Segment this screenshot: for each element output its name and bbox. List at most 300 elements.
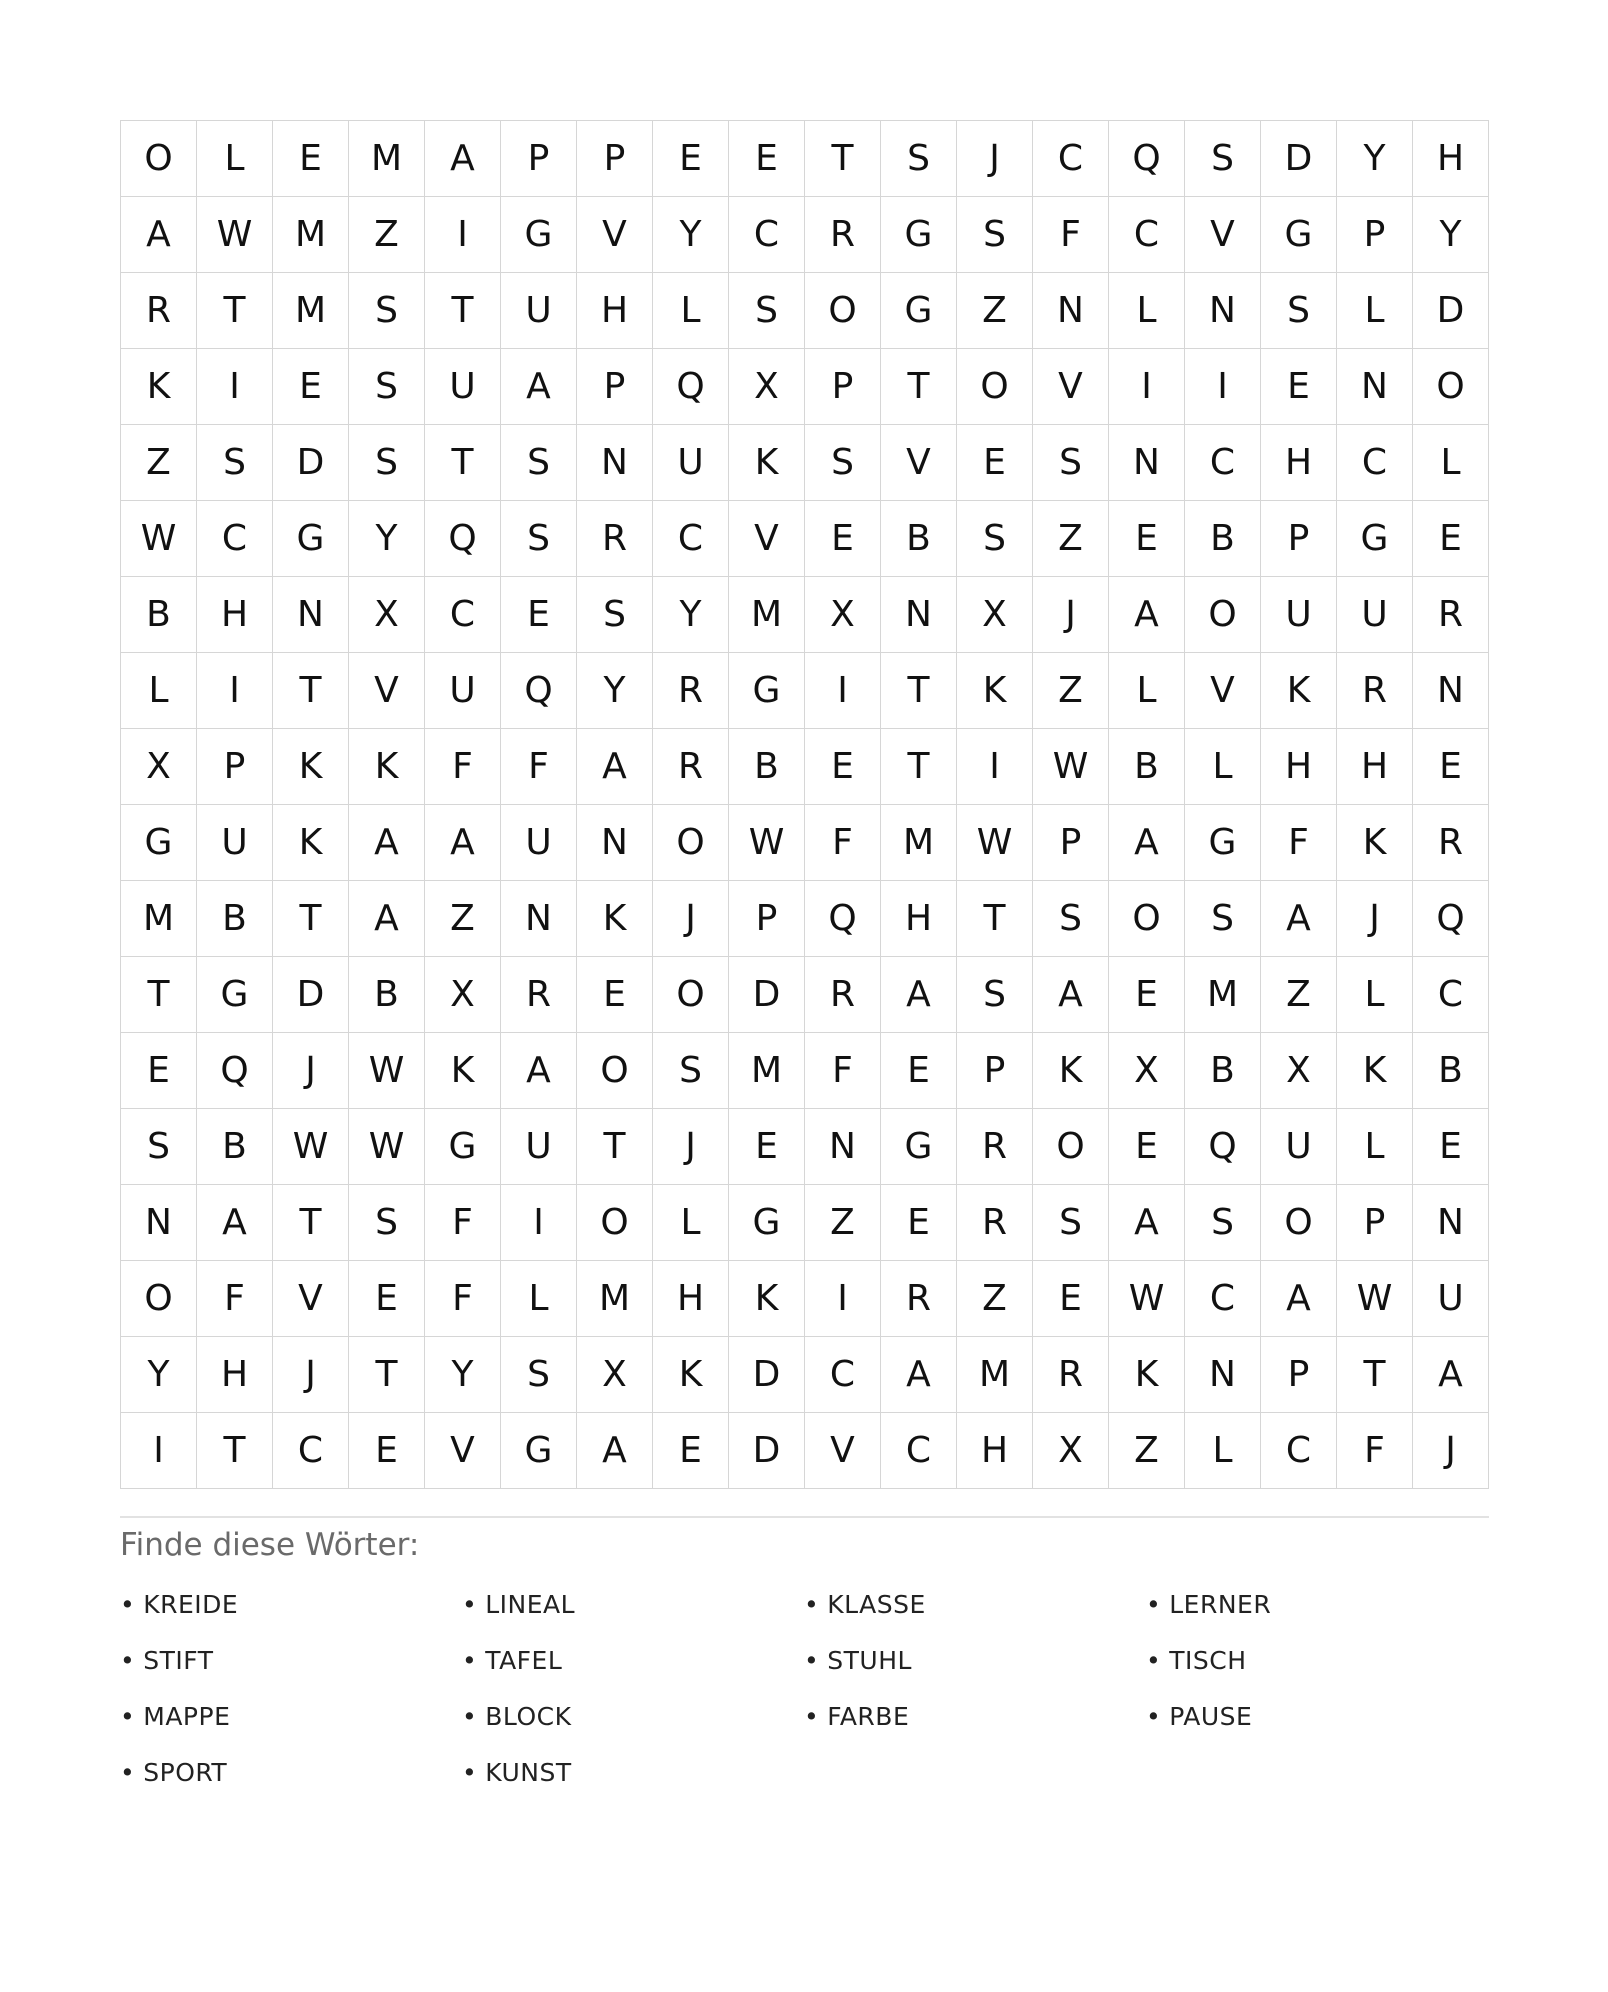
grid-cell[interactable]: D xyxy=(1413,273,1489,349)
grid-cell[interactable]: E xyxy=(805,501,881,577)
grid-cell[interactable]: R xyxy=(653,729,729,805)
grid-cell[interactable]: J xyxy=(653,1109,729,1185)
grid-cell[interactable]: R xyxy=(1033,1337,1109,1413)
grid-cell[interactable]: E xyxy=(729,1109,805,1185)
grid-cell[interactable]: X xyxy=(957,577,1033,653)
grid-cell[interactable]: Q xyxy=(197,1033,273,1109)
grid-cell[interactable]: P xyxy=(1337,197,1413,273)
grid-cell[interactable]: G xyxy=(501,1413,577,1489)
grid-cell[interactable]: K xyxy=(1033,1033,1109,1109)
grid-cell[interactable]: C xyxy=(273,1413,349,1489)
grid-cell[interactable]: P xyxy=(1033,805,1109,881)
grid-cell[interactable]: T xyxy=(349,1337,425,1413)
grid-cell[interactable]: R xyxy=(653,653,729,729)
grid-cell[interactable]: C xyxy=(1337,425,1413,501)
grid-cell[interactable]: U xyxy=(1337,577,1413,653)
grid-cell[interactable]: Y xyxy=(577,653,653,729)
grid-cell[interactable]: Y xyxy=(425,1337,501,1413)
grid-cell[interactable]: I xyxy=(425,197,501,273)
grid-cell[interactable]: E xyxy=(1109,957,1185,1033)
grid-cell[interactable]: N xyxy=(501,881,577,957)
grid-cell[interactable]: N xyxy=(805,1109,881,1185)
grid-cell[interactable]: E xyxy=(577,957,653,1033)
grid-cell[interactable]: Q xyxy=(1185,1109,1261,1185)
grid-cell[interactable]: T xyxy=(425,425,501,501)
grid-cell[interactable]: S xyxy=(881,121,957,197)
grid-cell[interactable]: Z xyxy=(349,197,425,273)
grid-cell[interactable]: G xyxy=(121,805,197,881)
grid-cell[interactable]: X xyxy=(577,1337,653,1413)
grid-cell[interactable]: M xyxy=(121,881,197,957)
grid-cell[interactable]: O xyxy=(121,1261,197,1337)
grid-cell[interactable]: J xyxy=(1033,577,1109,653)
grid-cell[interactable]: V xyxy=(729,501,805,577)
grid-cell[interactable]: Z xyxy=(1033,653,1109,729)
grid-cell[interactable]: U xyxy=(1261,577,1337,653)
grid-cell[interactable]: W xyxy=(349,1033,425,1109)
grid-cell[interactable]: U xyxy=(501,1109,577,1185)
grid-cell[interactable]: H xyxy=(653,1261,729,1337)
grid-cell[interactable]: Y xyxy=(349,501,425,577)
grid-cell[interactable]: Q xyxy=(425,501,501,577)
grid-cell[interactable]: I xyxy=(197,653,273,729)
grid-cell[interactable]: C xyxy=(1185,1261,1261,1337)
grid-cell[interactable]: K xyxy=(1261,653,1337,729)
grid-cell[interactable]: E xyxy=(729,121,805,197)
grid-cell[interactable]: H xyxy=(197,577,273,653)
grid-cell[interactable]: E xyxy=(653,1413,729,1489)
grid-cell[interactable]: S xyxy=(501,1337,577,1413)
grid-cell[interactable]: N xyxy=(1033,273,1109,349)
grid-cell[interactable]: X xyxy=(349,577,425,653)
grid-cell[interactable]: T xyxy=(197,273,273,349)
grid-cell[interactable]: K xyxy=(653,1337,729,1413)
grid-cell[interactable]: L xyxy=(1185,1413,1261,1489)
grid-cell[interactable]: C xyxy=(1261,1413,1337,1489)
grid-cell[interactable]: W xyxy=(1337,1261,1413,1337)
grid-cell[interactable]: O xyxy=(653,805,729,881)
grid-cell[interactable]: D xyxy=(273,425,349,501)
grid-cell[interactable]: S xyxy=(577,577,653,653)
grid-cell[interactable]: P xyxy=(197,729,273,805)
grid-cell[interactable]: R xyxy=(1337,653,1413,729)
grid-cell[interactable]: F xyxy=(1261,805,1337,881)
grid-cell[interactable]: G xyxy=(881,273,957,349)
grid-cell[interactable]: N xyxy=(1185,1337,1261,1413)
grid-cell[interactable]: N xyxy=(273,577,349,653)
grid-cell[interactable]: Z xyxy=(1261,957,1337,1033)
grid-cell[interactable]: F xyxy=(1033,197,1109,273)
grid-cell[interactable]: S xyxy=(653,1033,729,1109)
grid-cell[interactable]: S xyxy=(349,273,425,349)
grid-cell[interactable]: O xyxy=(1185,577,1261,653)
grid-cell[interactable]: T xyxy=(273,881,349,957)
grid-cell[interactable]: P xyxy=(729,881,805,957)
grid-cell[interactable]: O xyxy=(1413,349,1489,425)
grid-cell[interactable]: P xyxy=(501,121,577,197)
grid-cell[interactable]: M xyxy=(957,1337,1033,1413)
grid-cell[interactable]: Y xyxy=(653,577,729,653)
grid-cell[interactable]: S xyxy=(1261,273,1337,349)
grid-cell[interactable]: P xyxy=(957,1033,1033,1109)
grid-cell[interactable]: R xyxy=(805,957,881,1033)
grid-cell[interactable]: B xyxy=(1413,1033,1489,1109)
grid-cell[interactable]: Y xyxy=(1413,197,1489,273)
grid-cell[interactable]: C xyxy=(425,577,501,653)
grid-cell[interactable]: K xyxy=(1337,1033,1413,1109)
grid-cell[interactable]: R xyxy=(881,1261,957,1337)
grid-cell[interactable]: F xyxy=(425,729,501,805)
grid-cell[interactable]: B xyxy=(729,729,805,805)
grid-cell[interactable]: M xyxy=(273,197,349,273)
grid-cell[interactable]: C xyxy=(653,501,729,577)
grid-cell[interactable]: W xyxy=(1033,729,1109,805)
grid-cell[interactable]: Z xyxy=(425,881,501,957)
grid-cell[interactable]: J xyxy=(273,1033,349,1109)
grid-cell[interactable]: Z xyxy=(121,425,197,501)
grid-cell[interactable]: B xyxy=(1109,729,1185,805)
grid-cell[interactable]: P xyxy=(577,349,653,425)
grid-cell[interactable]: L xyxy=(653,1185,729,1261)
grid-cell[interactable]: A xyxy=(501,1033,577,1109)
grid-cell[interactable]: K xyxy=(121,349,197,425)
grid-cell[interactable]: K xyxy=(577,881,653,957)
grid-cell[interactable]: R xyxy=(805,197,881,273)
grid-cell[interactable]: E xyxy=(121,1033,197,1109)
grid-cell[interactable]: V xyxy=(273,1261,349,1337)
grid-cell[interactable]: L xyxy=(1185,729,1261,805)
grid-cell[interactable]: O xyxy=(121,121,197,197)
grid-cell[interactable]: P xyxy=(805,349,881,425)
grid-cell[interactable]: U xyxy=(501,805,577,881)
grid-cell[interactable]: N xyxy=(881,577,957,653)
grid-cell[interactable]: R xyxy=(121,273,197,349)
grid-cell[interactable]: A xyxy=(1413,1337,1489,1413)
grid-cell[interactable]: I xyxy=(805,653,881,729)
grid-cell[interactable]: G xyxy=(729,1185,805,1261)
grid-cell[interactable]: E xyxy=(881,1185,957,1261)
grid-cell[interactable]: S xyxy=(957,957,1033,1033)
grid-cell[interactable]: I xyxy=(1185,349,1261,425)
grid-cell[interactable]: G xyxy=(273,501,349,577)
grid-cell[interactable]: M xyxy=(729,577,805,653)
grid-cell[interactable]: O xyxy=(1261,1185,1337,1261)
grid-cell[interactable]: K xyxy=(1337,805,1413,881)
grid-cell[interactable]: G xyxy=(1261,197,1337,273)
grid-cell[interactable]: E xyxy=(1109,1109,1185,1185)
grid-cell[interactable]: H xyxy=(1337,729,1413,805)
grid-cell[interactable]: C xyxy=(1109,197,1185,273)
grid-cell[interactable]: U xyxy=(1261,1109,1337,1185)
grid-cell[interactable]: K xyxy=(273,805,349,881)
grid-cell[interactable]: F xyxy=(805,1033,881,1109)
grid-cell[interactable]: G xyxy=(425,1109,501,1185)
grid-cell[interactable]: N xyxy=(1185,273,1261,349)
grid-cell[interactable]: T xyxy=(577,1109,653,1185)
grid-cell[interactable]: S xyxy=(349,1185,425,1261)
grid-cell[interactable]: A xyxy=(349,805,425,881)
grid-cell[interactable]: Y xyxy=(1337,121,1413,197)
grid-cell[interactable]: L xyxy=(1109,273,1185,349)
grid-cell[interactable]: Y xyxy=(121,1337,197,1413)
grid-cell[interactable]: A xyxy=(1033,957,1109,1033)
grid-cell[interactable]: Y xyxy=(653,197,729,273)
grid-cell[interactable]: A xyxy=(881,957,957,1033)
grid-cell[interactable]: W xyxy=(273,1109,349,1185)
grid-cell[interactable]: B xyxy=(349,957,425,1033)
grid-cell[interactable]: N xyxy=(1413,1185,1489,1261)
grid-cell[interactable]: Q xyxy=(1109,121,1185,197)
grid-cell[interactable]: D xyxy=(729,1413,805,1489)
grid-cell[interactable]: W xyxy=(1109,1261,1185,1337)
grid-cell[interactable]: T xyxy=(425,273,501,349)
grid-cell[interactable]: K xyxy=(729,425,805,501)
grid-cell[interactable]: C xyxy=(1413,957,1489,1033)
grid-cell[interactable]: T xyxy=(273,1185,349,1261)
grid-cell[interactable]: K xyxy=(1109,1337,1185,1413)
grid-cell[interactable]: H xyxy=(1261,729,1337,805)
grid-cell[interactable]: B xyxy=(1185,501,1261,577)
grid-cell[interactable]: K xyxy=(729,1261,805,1337)
grid-cell[interactable]: N xyxy=(1109,425,1185,501)
grid-cell[interactable]: N xyxy=(577,425,653,501)
grid-cell[interactable]: Z xyxy=(805,1185,881,1261)
grid-cell[interactable]: K xyxy=(957,653,1033,729)
grid-cell[interactable]: K xyxy=(349,729,425,805)
grid-cell[interactable]: M xyxy=(881,805,957,881)
grid-cell[interactable]: P xyxy=(1337,1185,1413,1261)
grid-cell[interactable]: M xyxy=(1185,957,1261,1033)
grid-cell[interactable]: H xyxy=(197,1337,273,1413)
grid-cell[interactable]: S xyxy=(501,425,577,501)
grid-cell[interactable]: J xyxy=(273,1337,349,1413)
grid-cell[interactable]: A xyxy=(1109,805,1185,881)
grid-cell[interactable]: S xyxy=(197,425,273,501)
grid-cell[interactable]: Z xyxy=(957,1261,1033,1337)
grid-cell[interactable]: L xyxy=(121,653,197,729)
grid-cell[interactable]: J xyxy=(957,121,1033,197)
grid-cell[interactable]: D xyxy=(273,957,349,1033)
grid-cell[interactable]: L xyxy=(1337,1109,1413,1185)
grid-cell[interactable]: X xyxy=(805,577,881,653)
grid-cell[interactable]: R xyxy=(577,501,653,577)
grid-cell[interactable]: U xyxy=(425,653,501,729)
grid-cell[interactable]: T xyxy=(881,349,957,425)
grid-cell[interactable]: A xyxy=(501,349,577,425)
grid-cell[interactable]: T xyxy=(1337,1337,1413,1413)
grid-cell[interactable]: M xyxy=(349,121,425,197)
grid-cell[interactable]: N xyxy=(121,1185,197,1261)
grid-cell[interactable]: A xyxy=(577,1413,653,1489)
grid-cell[interactable]: L xyxy=(1413,425,1489,501)
grid-cell[interactable]: K xyxy=(273,729,349,805)
grid-cell[interactable]: E xyxy=(881,1033,957,1109)
grid-cell[interactable]: Q xyxy=(1413,881,1489,957)
grid-cell[interactable]: W xyxy=(349,1109,425,1185)
grid-cell[interactable]: H xyxy=(577,273,653,349)
grid-cell[interactable]: O xyxy=(1109,881,1185,957)
grid-cell[interactable]: V xyxy=(1185,653,1261,729)
grid-cell[interactable]: E xyxy=(273,349,349,425)
grid-cell[interactable]: A xyxy=(1109,1185,1185,1261)
grid-cell[interactable]: B xyxy=(197,881,273,957)
grid-cell[interactable]: S xyxy=(805,425,881,501)
grid-cell[interactable]: C xyxy=(729,197,805,273)
grid-cell[interactable]: J xyxy=(653,881,729,957)
grid-cell[interactable]: V xyxy=(1033,349,1109,425)
grid-cell[interactable]: S xyxy=(1185,881,1261,957)
grid-cell[interactable]: H xyxy=(1413,121,1489,197)
grid-cell[interactable]: T xyxy=(273,653,349,729)
grid-cell[interactable]: X xyxy=(1109,1033,1185,1109)
grid-cell[interactable]: H xyxy=(1261,425,1337,501)
grid-cell[interactable]: S xyxy=(501,501,577,577)
grid-cell[interactable]: U xyxy=(501,273,577,349)
grid-cell[interactable]: B xyxy=(1185,1033,1261,1109)
grid-cell[interactable]: A xyxy=(425,121,501,197)
grid-cell[interactable]: S xyxy=(349,425,425,501)
grid-cell[interactable]: O xyxy=(577,1033,653,1109)
grid-cell[interactable]: O xyxy=(957,349,1033,425)
grid-cell[interactable]: S xyxy=(121,1109,197,1185)
grid-cell[interactable]: G xyxy=(729,653,805,729)
grid-cell[interactable]: A xyxy=(1261,881,1337,957)
grid-cell[interactable]: I xyxy=(121,1413,197,1489)
grid-cell[interactable]: B xyxy=(881,501,957,577)
grid-cell[interactable]: V xyxy=(1185,197,1261,273)
grid-cell[interactable]: S xyxy=(1185,1185,1261,1261)
grid-cell[interactable]: N xyxy=(1337,349,1413,425)
grid-cell[interactable]: G xyxy=(501,197,577,273)
grid-cell[interactable]: Z xyxy=(1033,501,1109,577)
grid-cell[interactable]: J xyxy=(1413,1413,1489,1489)
grid-cell[interactable]: W xyxy=(957,805,1033,881)
grid-cell[interactable]: C xyxy=(1185,425,1261,501)
grid-cell[interactable]: T xyxy=(881,729,957,805)
grid-cell[interactable]: L xyxy=(501,1261,577,1337)
grid-cell[interactable]: F xyxy=(425,1185,501,1261)
grid-cell[interactable]: F xyxy=(501,729,577,805)
grid-cell[interactable]: A xyxy=(197,1185,273,1261)
grid-cell[interactable]: E xyxy=(1413,1109,1489,1185)
grid-cell[interactable]: T xyxy=(881,653,957,729)
grid-cell[interactable]: A xyxy=(1261,1261,1337,1337)
grid-cell[interactable]: V xyxy=(881,425,957,501)
grid-cell[interactable]: O xyxy=(805,273,881,349)
grid-cell[interactable]: T xyxy=(121,957,197,1033)
grid-cell[interactable]: R xyxy=(501,957,577,1033)
grid-cell[interactable]: P xyxy=(1261,1337,1337,1413)
grid-cell[interactable]: X xyxy=(121,729,197,805)
grid-cell[interactable]: I xyxy=(1109,349,1185,425)
grid-cell[interactable]: D xyxy=(729,957,805,1033)
grid-cell[interactable]: S xyxy=(349,349,425,425)
grid-cell[interactable]: H xyxy=(881,881,957,957)
grid-cell[interactable]: Z xyxy=(1109,1413,1185,1489)
grid-cell[interactable]: B xyxy=(121,577,197,653)
grid-cell[interactable]: A xyxy=(1109,577,1185,653)
grid-cell[interactable]: R xyxy=(957,1185,1033,1261)
grid-cell[interactable]: L xyxy=(1337,273,1413,349)
grid-cell[interactable]: W xyxy=(121,501,197,577)
grid-cell[interactable]: O xyxy=(1033,1109,1109,1185)
grid-cell[interactable]: S xyxy=(1185,121,1261,197)
grid-cell[interactable]: P xyxy=(1261,501,1337,577)
grid-cell[interactable]: A xyxy=(425,805,501,881)
grid-cell[interactable]: X xyxy=(1033,1413,1109,1489)
grid-cell[interactable]: I xyxy=(957,729,1033,805)
grid-cell[interactable]: G xyxy=(881,197,957,273)
grid-cell[interactable]: D xyxy=(1261,121,1337,197)
grid-cell[interactable]: S xyxy=(957,197,1033,273)
grid-cell[interactable]: O xyxy=(577,1185,653,1261)
grid-cell[interactable]: A xyxy=(881,1337,957,1413)
grid-cell[interactable]: D xyxy=(729,1337,805,1413)
grid-cell[interactable]: J xyxy=(1337,881,1413,957)
grid-cell[interactable]: S xyxy=(1033,425,1109,501)
grid-cell[interactable]: V xyxy=(349,653,425,729)
grid-cell[interactable]: R xyxy=(1413,805,1489,881)
grid-cell[interactable]: W xyxy=(197,197,273,273)
grid-cell[interactable]: S xyxy=(1033,881,1109,957)
grid-cell[interactable]: E xyxy=(805,729,881,805)
grid-cell[interactable]: F xyxy=(805,805,881,881)
grid-cell[interactable]: C xyxy=(881,1413,957,1489)
grid-cell[interactable]: Q xyxy=(653,349,729,425)
grid-cell[interactable]: N xyxy=(577,805,653,881)
grid-cell[interactable]: L xyxy=(653,273,729,349)
grid-cell[interactable]: I xyxy=(501,1185,577,1261)
grid-cell[interactable]: L xyxy=(1337,957,1413,1033)
grid-cell[interactable]: C xyxy=(805,1337,881,1413)
grid-cell[interactable]: T xyxy=(805,121,881,197)
grid-cell[interactable]: G xyxy=(1337,501,1413,577)
grid-cell[interactable]: E xyxy=(1413,501,1489,577)
grid-cell[interactable]: U xyxy=(425,349,501,425)
grid-cell[interactable]: W xyxy=(729,805,805,881)
grid-cell[interactable]: K xyxy=(425,1033,501,1109)
grid-cell[interactable]: E xyxy=(273,121,349,197)
grid-cell[interactable]: G xyxy=(1185,805,1261,881)
grid-cell[interactable]: I xyxy=(805,1261,881,1337)
grid-cell[interactable]: C xyxy=(197,501,273,577)
grid-cell[interactable]: V xyxy=(805,1413,881,1489)
grid-cell[interactable]: E xyxy=(1261,349,1337,425)
grid-cell[interactable]: Z xyxy=(957,273,1033,349)
grid-cell[interactable]: E xyxy=(1109,501,1185,577)
grid-cell[interactable]: T xyxy=(197,1413,273,1489)
grid-cell[interactable]: M xyxy=(577,1261,653,1337)
grid-cell[interactable]: E xyxy=(1413,729,1489,805)
grid-cell[interactable]: A xyxy=(349,881,425,957)
grid-cell[interactable]: E xyxy=(349,1261,425,1337)
grid-cell[interactable]: S xyxy=(957,501,1033,577)
grid-cell[interactable]: F xyxy=(1337,1413,1413,1489)
grid-cell[interactable]: M xyxy=(729,1033,805,1109)
grid-cell[interactable]: V xyxy=(577,197,653,273)
grid-cell[interactable]: N xyxy=(1413,653,1489,729)
grid-cell[interactable]: A xyxy=(121,197,197,273)
grid-cell[interactable]: S xyxy=(1033,1185,1109,1261)
grid-cell[interactable]: O xyxy=(653,957,729,1033)
grid-cell[interactable]: X xyxy=(425,957,501,1033)
grid-cell[interactable]: C xyxy=(1033,121,1109,197)
grid-cell[interactable]: E xyxy=(653,121,729,197)
grid-cell[interactable]: L xyxy=(1109,653,1185,729)
grid-cell[interactable]: Q xyxy=(805,881,881,957)
grid-cell[interactable]: A xyxy=(577,729,653,805)
grid-cell[interactable]: U xyxy=(1413,1261,1489,1337)
